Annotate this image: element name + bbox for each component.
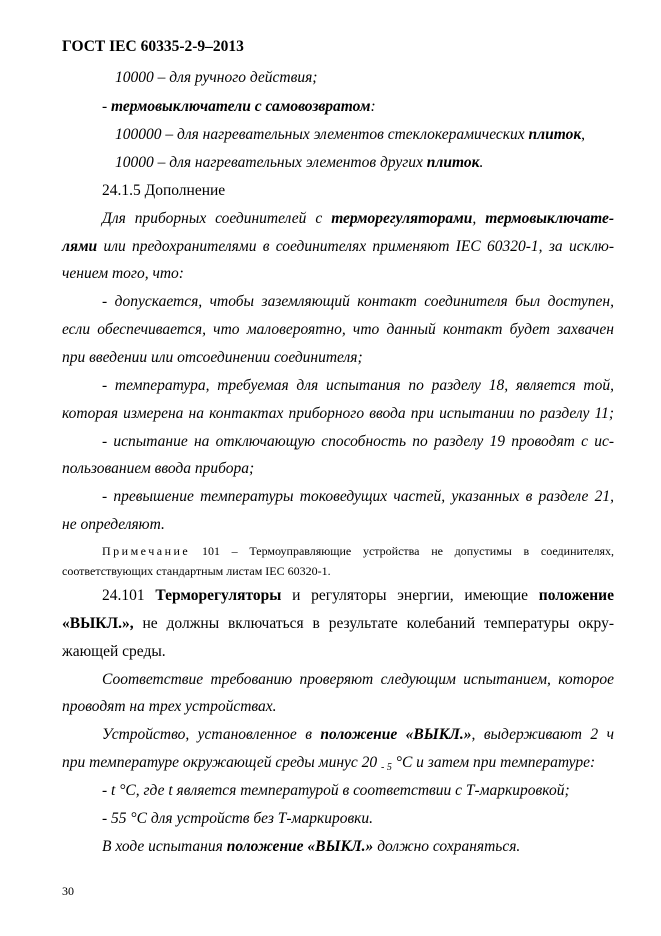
text-line: 10000 – для нагревательных элементов других плиток. [115, 154, 484, 171]
paragraph-line: - испытание на отключающую способность по разделу 19 проводят с ис- [102, 433, 614, 450]
paragraph-line: которая измерена на контактах приборного ввода при испытании по разделу 11; [62, 405, 614, 422]
paragraph-line: при введении или отсоединении соединителя; [62, 349, 363, 366]
paragraph-line: «ВЫКЛ.», не должны включаться в результате колебаний температуры окру- [62, 615, 614, 632]
paragraph-line: 24.101 Терморегуляторы и регуляторы энергии, имеющие положение [102, 587, 614, 604]
note-line: Примечание 101 – Термоуправляющие устройства не допустимы в соединителях, [102, 544, 614, 558]
text-line: 100000 – для нагревательных элементов стеклокерамических плиток, [115, 126, 586, 143]
note-label: Примечание [102, 544, 191, 558]
paragraph-line: лями или предохранителями в соединителях применяют IEC 60320-1, за исклю- [62, 238, 614, 255]
paragraph-line: при температуре окружающей среды минус 20 $_{- 5}$ °С и затем при температуре: [62, 754, 596, 773]
note-line: соответствующих стандартным листам IEC 60320-1. [62, 564, 331, 578]
paragraph-line: пользованием ввода прибора; [62, 460, 255, 477]
text-line: - 55 °С для устройств без Т-маркировки. [102, 810, 374, 827]
paragraph-line: - допускается, чтобы заземляющий контакт соединителя был доступен, [102, 293, 614, 310]
paragraph-line: чением того, что: [62, 265, 184, 282]
clause-heading: 24.1.5 Дополнение [102, 182, 226, 199]
document-header: ГОСТ IEC 60335-2-9–2013 [62, 38, 244, 55]
paragraph-line: Для приборных соединителей с терморегуляторами, термовыключате- [102, 210, 615, 227]
paragraph-line: - превышение температуры токоведущих частей, указанных в разделе 21, [102, 488, 614, 505]
paragraph-line: проводят на трех устройствах. [62, 698, 277, 715]
paragraph-line: Устройство, установленное в положение «ВЫКЛ.», выдерживают 2 ч [102, 726, 614, 743]
text-line: В ходе испытания положение «ВЫКЛ.» должно сохраняться. [102, 838, 521, 855]
paragraph-line: если обеспечивается, что маловероятно, что данный контакт будет захвачен [62, 321, 614, 338]
text-line: 10000 – для ручного действия; [115, 69, 318, 86]
paragraph-line: - температура, требуемая для испытания по разделу 18, является той, [102, 377, 614, 394]
paragraph-line: не определяют. [62, 516, 165, 533]
text-line: - термовыключатели с самовозвратом: [102, 98, 376, 115]
paragraph-line: Соответствие требованию проверяют следующим испытанием, которое [102, 671, 614, 688]
text-line: - t °С, где t является температурой в соответствии с Т-маркировкой; [102, 782, 570, 799]
page-number: 30 [62, 884, 74, 898]
paragraph-line: жающей среды. [62, 643, 166, 660]
